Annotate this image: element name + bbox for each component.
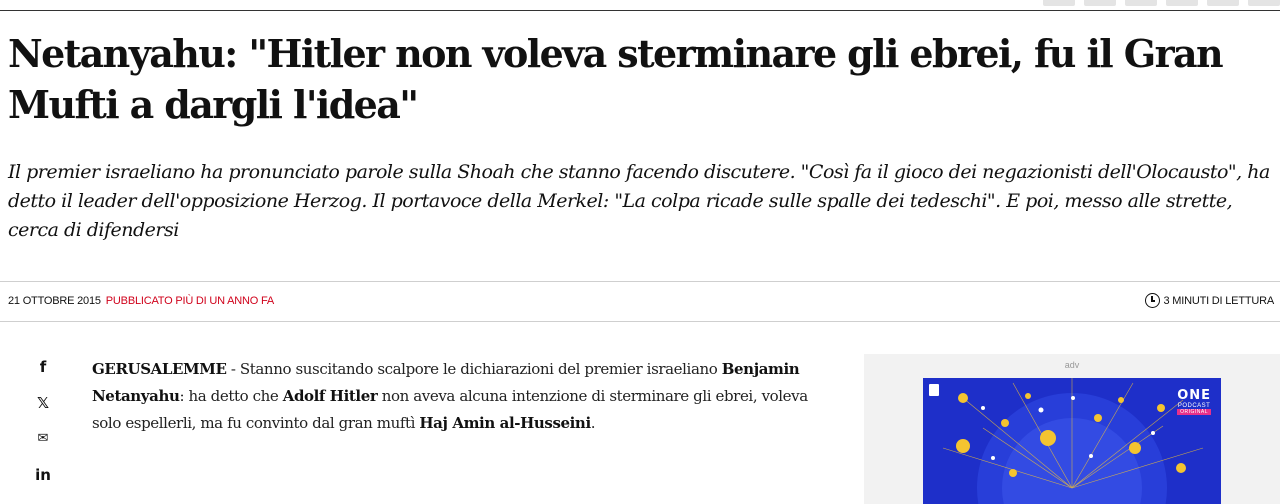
advertisement[interactable] [864, 354, 1280, 504]
person-name: Adolf Hitler [282, 387, 378, 405]
adv-label: adv [1064, 360, 1080, 370]
ad-brand-name: ONE [1177, 388, 1211, 403]
published-note: PUBBLICATO PIÙ DI UN ANNO FA [105, 295, 274, 307]
meta-divider-top [0, 281, 1280, 282]
toolbar-button[interactable] [1125, 0, 1157, 6]
toolbar-button[interactable] [1043, 0, 1075, 6]
dateline: GERUSALEMME [92, 360, 227, 378]
toolbar-button[interactable] [1248, 0, 1280, 6]
body-text: Stanno suscitando scalpore le dichiarazioni del premier israeliano [239, 360, 722, 378]
clock-icon [1145, 293, 1160, 308]
header-divider [0, 10, 1280, 11]
x-share-icon[interactable]: 𝕏 [36, 393, 50, 412]
ad-publisher-logo [929, 384, 939, 396]
article-subtitle: Il premier israeliano ha pronunciato parole sulla Shoah che stanno facendo discutere. "Così fa il gioco dei negazionisti dell'Olocausto", ha detto il leader dell'opposizione Herzog. Il portavoce della Merkel: "La colpa ricade sulle spalle dei tedeschi". E poi, messo alle strette, cerca di difendersi [8, 161, 1270, 241]
person-name: Haj Amin al-Husseini [419, 414, 591, 432]
ad-brand-tag: ORIGINAL [1177, 409, 1211, 415]
email-share-icon[interactable]: ✉ [37, 431, 49, 446]
linkedin-share-icon[interactable]: in [35, 465, 51, 484]
share-bar [28, 352, 58, 496]
body-text: : ha detto che [179, 387, 283, 405]
reading-time-label: 3 MINUTI DI LETTURA [1163, 294, 1274, 307]
article-headline: Netanyahu: "Hitler non voleva sterminare gli ebrei, fu il Gran Mufti a dargli l'idea" [8, 31, 1223, 127]
ad-brand [1177, 388, 1211, 415]
top-toolbar [1043, 0, 1280, 6]
person-name: Benjamin Netanyahu [92, 360, 800, 405]
article-body [92, 356, 840, 437]
toolbar-button[interactable] [1084, 0, 1116, 6]
ad-image[interactable] [923, 378, 1221, 504]
publish-date: 21 OTTOBRE 2015 [8, 295, 101, 307]
toolbar-button[interactable] [1207, 0, 1239, 6]
body-text: non aveva alcuna intenzione di sterminare gli ebrei, voleva solo espellerli, ma fu convinto dal gran muftì [92, 387, 808, 432]
facebook-share-icon[interactable]: f [39, 357, 47, 376]
body-text: . [590, 414, 596, 432]
toolbar-button[interactable] [1166, 0, 1198, 6]
article-meta [8, 295, 274, 307]
reading-time [1145, 293, 1275, 308]
ad-brand-sub: PODCAST [1177, 403, 1211, 409]
dateline-separator: - [226, 360, 240, 378]
meta-divider-bottom [0, 321, 1280, 322]
